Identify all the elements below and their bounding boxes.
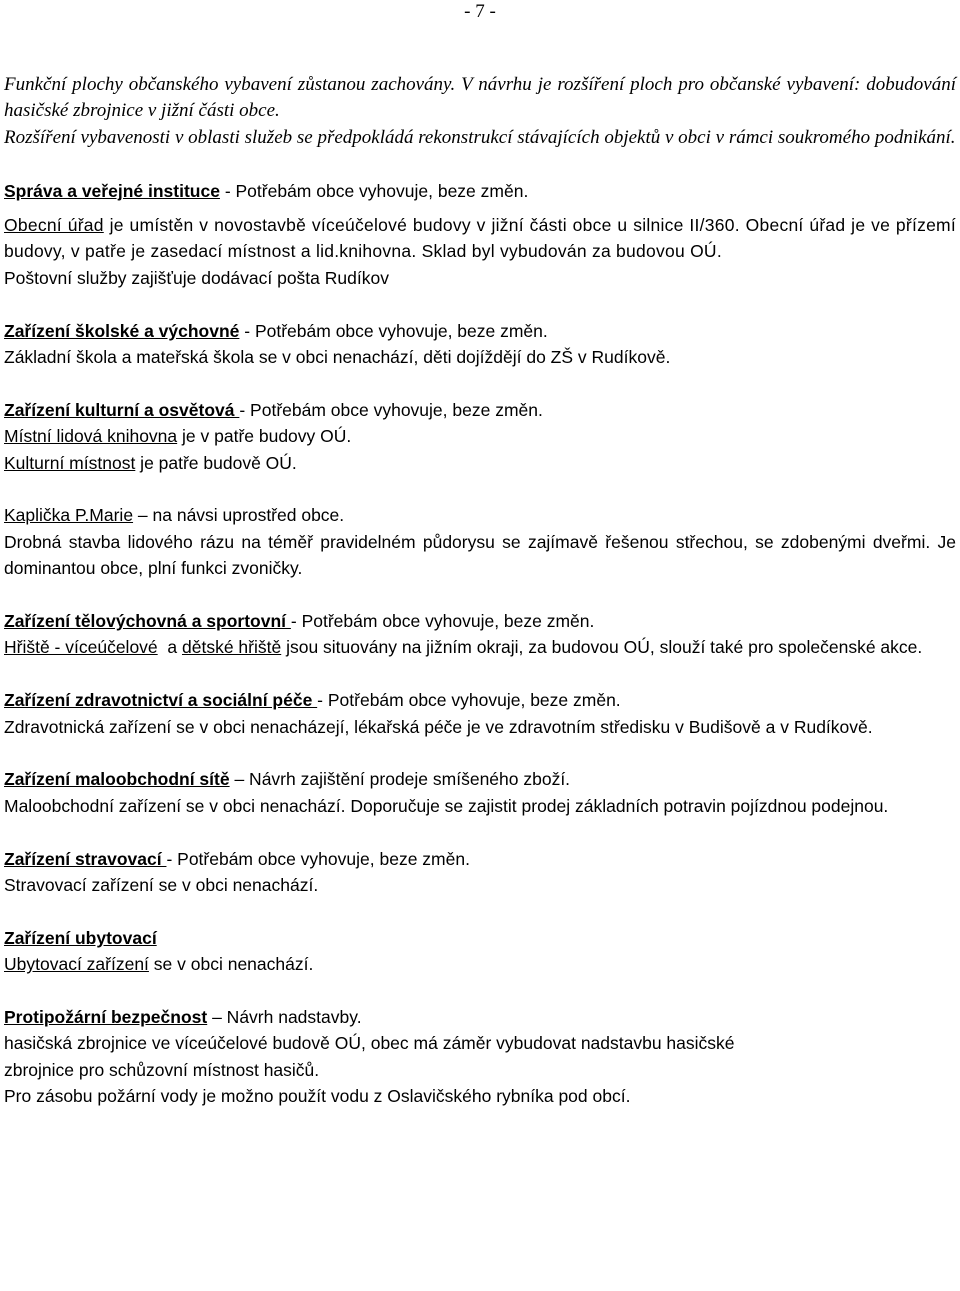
- kulturni-heading: Zařízení kulturní a osvětová: [4, 399, 240, 420]
- kulturni-mistnost-line: Kulturní místnost je patře budově OÚ.: [4, 452, 297, 473]
- stravovaci-paragraph: Stravovací zařízení se v obci nenachází.: [4, 875, 319, 896]
- document-body: [4, 72, 956, 1110]
- page-number: - 7 -: [464, 1, 496, 22]
- ubytovaci-paragraph: Ubytovací zařízení se v obci nenachází.: [4, 954, 314, 975]
- maloobchod-paragraph: Maloobchodní zařízení se v obci nenachází. Doporučuje se zajistit prodej základních potravin pojízdnou podejnou.: [4, 795, 889, 816]
- pozarni-heading-line: Protipožární bezpečnost – Návrh nadstavby.: [4, 1007, 362, 1028]
- zdravotnictvi-heading-line: Zařízení zdravotnictví a sociální péče - Potřebám obce vyhovuje, beze změn.: [4, 690, 621, 711]
- obecni-urad-label: Obecní úřad: [4, 215, 104, 236]
- sprava-heading: Správa a veřejné instituce: [4, 180, 220, 201]
- posta-line: Poštovní služby zajišťuje dodávací pošta Rudíkov: [4, 267, 389, 288]
- ubytovaci-heading: Zařízení ubytovací: [4, 927, 157, 948]
- stravovaci-heading-line: Zařízení stravovací - Potřebám obce vyhovuje, beze změn.: [4, 848, 470, 869]
- zdravotnictvi-paragraph: Zdravotnická zařízení se v obci nenacházejí, lékařská péče je ve zdravotním středisku v Budišově a v Rudíkově.: [4, 716, 873, 737]
- stravovaci-heading: Zařízení stravovací: [4, 848, 167, 869]
- kaplicka-line: Kaplička P.Marie – na návsi uprostřed obce.: [4, 505, 345, 526]
- hriste-paragraph: Hřiště - víceúčelové a dětské hřiště jsou situovány na jižním okraji, za budovou OÚ, slouží také pro společenské akce.: [4, 637, 923, 658]
- kulturni-heading-line: Zařízení kulturní a osvětová - Potřebám obce vyhovuje, beze změn.: [4, 399, 543, 420]
- zdravotnictvi-heading: Zařízení zdravotnictví a sociální péče: [4, 690, 318, 711]
- skolske-paragraph: Základní škola a mateřská škola se v obci nenachází, děti dojíždějí do ZŠ v Rudíkově.: [4, 347, 671, 368]
- ubytovaci-heading-line: [4, 925, 956, 951]
- sprava-paragraph: Obecní úřad je umístěn v novostavbě víceúčelové budovy v jižní části obce u silnice II/360. Obecní úřad je ve přízemí budovy, v patře je zasedací místnost a lid.knihovna. Sklad byl vybudován za budovou OÚ.: [4, 215, 956, 262]
- skolske-heading: Zařízení školské a výchovné: [4, 320, 240, 341]
- pozarni-line-3: Pro zásobu požární vody je možno použít vodu z Oslavičského rybníka pod obcí.: [4, 1086, 631, 1107]
- pozarni-line-2: zbrojnice pro schůzovní místnost hasičů.: [4, 1059, 320, 1080]
- knihovna-line: Místní lidová knihovna je v patře budovy OÚ.: [4, 426, 352, 447]
- intro-paragraph-1: Funkční plochy občanského vybavení zůstanou zachovány. V návrhu je rozšíření ploch pro občanské vybavení: dobudování hasičské zbrojnice v jižní části obce.: [4, 74, 956, 122]
- intro-paragraph-2: Rozšíření vybavenosti v oblasti služeb se předpokládá rekonstrukcí stávajících objektů v obci v rámci soukromého podnikání.: [4, 126, 956, 148]
- sprava-heading-line: Správa a veřejné instituce - Potřebám obce vyhovuje, beze změn.: [4, 180, 529, 201]
- pozarni-line-1: hasičská zbrojnice ve víceúčelové budově OÚ, obec má záměr vybudovat nadstavbu hasičské: [4, 1033, 735, 1054]
- skolske-heading-line: Zařízení školské a výchovné - Potřebám obce vyhovuje, beze změn.: [4, 320, 548, 341]
- kaplicka-label: Kaplička P.Marie: [4, 505, 134, 526]
- maloobchod-heading-line: Zařízení maloobchodní sítě – Návrh zajištění prodeje smíšeného zboží.: [4, 769, 571, 790]
- maloobchod-heading: Zařízení maloobchodní sítě: [4, 769, 230, 790]
- telovychovna-heading-line: Zařízení tělovýchovná a sportovní - Potřebám obce vyhovuje, beze změn.: [4, 611, 595, 632]
- pozarni-heading: Protipožární bezpečnost: [4, 1007, 208, 1028]
- kaplicka-paragraph: Drobná stavba lidového rázu na téměř pravidelném půdorysu se zajímavě řešenou střechou, se zdobenými dveřmi. Je dominantou obce, plní funkci zvoničky.: [4, 531, 956, 579]
- telovychovna-heading: Zařízení tělovýchovná a sportovní: [4, 611, 291, 632]
